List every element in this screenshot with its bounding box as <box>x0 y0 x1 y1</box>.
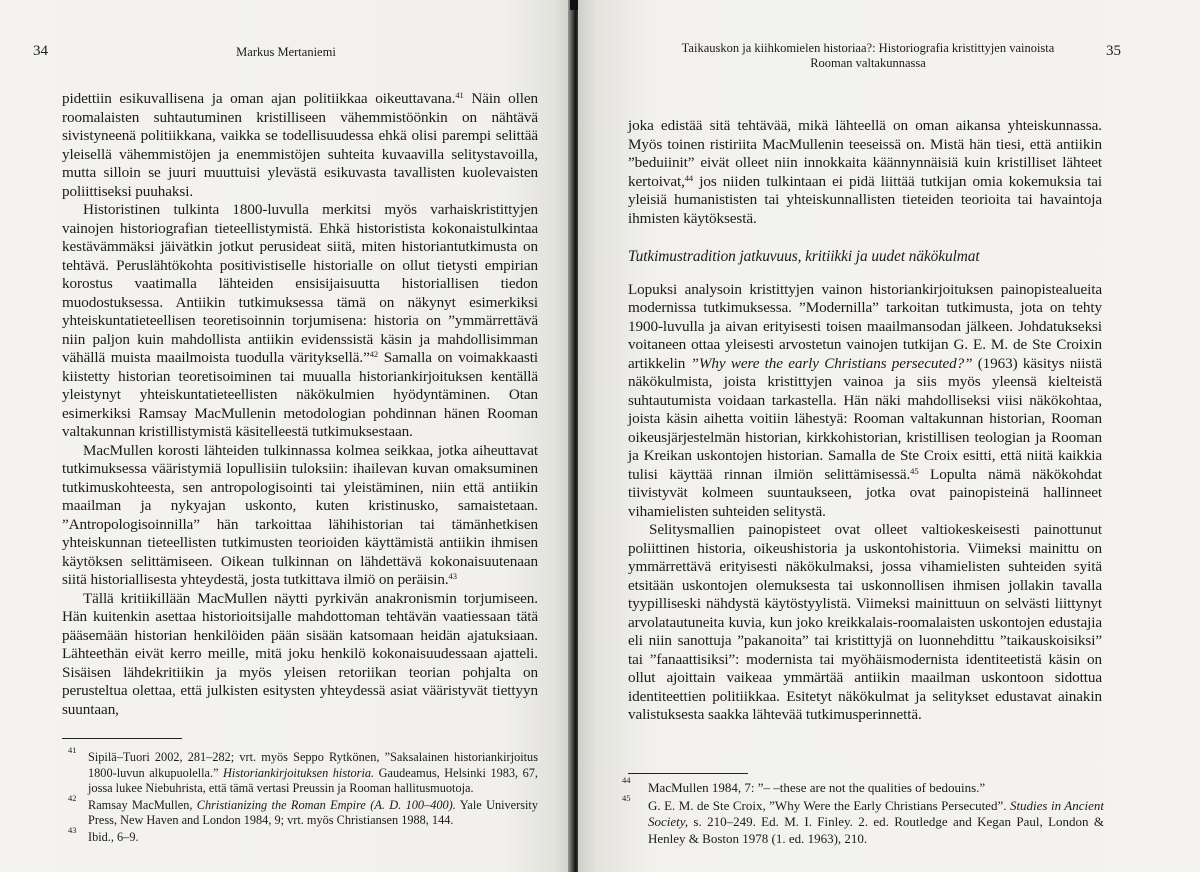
page-number-left: 34 <box>33 43 48 59</box>
right-body-text <box>628 117 1102 725</box>
paragraph: MacMullen korosti lähteiden tulkinnassa kolmea seikkaa, jotka aiheuttavat tutkimuksessa vääristymiä lopullisiin tuloksiin: ihailevan kuvan omaksuminen tutkimuskohteesta, sen antropologisointi tai yleistäminen, niin että antiikin maailman ja nykyajan uskonto, kuten kristinusko, samaistetaan. ”Antropologisoinnilla” hän tarkoittaa lähihistorian tai tämänhetkisen yhteiskunnan tieteellisten tutkimusten teorioiden käyttämistä antiikin ihmisen käytöksen selittämiseen. Oikean tulkinnan on lähdettävä kokonaisuutenaan siitä historiallisesta yhteydestä, josta tutkittava ilmiö on peräisin.$^{43}$ <box>62 441 538 588</box>
paragraph: Lopuksi analysoin kristittyjen vainon historiankirjoituksen painopistealueita modernissa tutkimuksessa. ”Modernilla” tarkoitan tutkimusta, jota on tehty 1900-luvulla ja aivan erityisesti toisen maailmansodan jälkeen. Johdatukseksi voitaneen ottaa yleisesti arvostetun vainojen tutkijan G. E. M. de Ste Croixin artikkelin ”Why were the early Christians persecuted?” (1963) käsitys niistä näkökulmista, joista kristittyjen vainoa ja siis myös yleensä kielteistä suhtautumista voidaan tarkastella. Hän näki mahdolliseksi viisi näkökohtaa, joista käsin aihetta voitiin lähestyä: Rooman valtakunnan historian, Rooman oikeusjärjestelmän historian, kirkkohistorian, kristillisen teologian ja Rooman ja Kreikan uskontojen historian. Samalla de Ste Croix esitti, että niitä kaikkia tulisi käyttää rinnan ilmiön selittämisessä.$^{45}$ Lopulta nämä näkökohdat tiivistyvät kolmeen suuntaukseen, jotka ovat painopisteinä hallinneet vihamielisten suhteiden selitystä. <box>628 280 1102 520</box>
running-head-left: Markus Mertaniemi <box>236 45 336 59</box>
right-page <box>578 0 1200 872</box>
paragraph: Selitysmallien painopisteet ovat olleet valtiokeskeisesti painottunut poliittinen historia, oikeushistoria ja uskontohistoria. Viimeksi mainittu on ymmärrettävä erityisesti näkökulmaksi, jossa vihamielisten suhteiden syitä etsitään uskontojen olemuksesta tai uskonnollisen ihmisen jollakin tavalla tyypilliseski nähdystä käytöstyylistä. Viimeksi mainittuun on selvästi liittynyt arvolatautuneita kuvia, kun joko kreikkalais-roomalaisten uskontojen edustajia eli niin sanottuja ”pakanoita” tai kristittyjä on luonnehdittu ”taikauskoisiksi” tai ”fanaattisiksi”: modernista tai myöhäismodernista identiteetistä käsin on ollut ajoittain vaikeaa ymmärtää antiikin maailman uskontoon sidottua identiteettien politiikkaa. Esitetyt näkökulmat ja selitykset edustavat ainakin valistuksesta saakka lähtevää tutkimusperinnettä. <box>628 521 1102 723</box>
section-heading: Tutkimustradition jatkuvuus, kritiikki ja uudet näkökulmat <box>628 248 980 265</box>
footnote: 45 G. E. M. de Ste Croix, ”Why Were the Early Christians Persecuted”. Studies in Ancient Society, s. 210–249. Ed. M. I. Finley. 2. ed. Routledge and Kegan Paul, London & Henley & Boston 1978 (1. ed. 1963), 210. <box>622 792 1104 846</box>
footnote: 41 Sipilä–Tuori 2002, 281–282; vrt. myös Seppo Rytkönen, ”Saksalainen historiankirjoitus 1800-luvun alkupuolella.” Historiankirjoituksen historia. Gaudeamus, Helsinki 1983, 67, jossa lukee Niebuhrista, että tämä vertasi Preussin ja Rooman hallitusmuotoja. <box>68 745 538 795</box>
footnote-rule <box>628 773 748 774</box>
footnote-ref: 41 <box>455 90 464 100</box>
footnote-ref: 42 <box>369 349 379 359</box>
footnote: 44 MacMullen 1984, 7: ”– –these are not the qualities of bedouins.” <box>622 775 986 795</box>
paragraph: pidettiin esikuvallisena ja oman ajan politiikkaa oikeuttavana.$^{41}$ Näin ollen roomalaisten suhtautuminen kristilliseen vähemmistöönkin on nähtävä sivistyneenä politiikkana, vaikka se todellisuudessa ehkä olisi parempi selittää yleisellä vähemmistöjen ja enemmistöjen suhteita kuvaavilla selitystavoilla, mutta silloin se juuri muuttuisi ylevästä esikuvasta tavallisten kuolevaisten poliittiseksi puuhaksi. <box>62 90 538 200</box>
footnote-ref: 43 <box>448 571 457 581</box>
left-footnotes <box>62 745 538 846</box>
running-head-right: Taikauskon ja kiihkomielen historiaa?: Historiografia kristittyjen vainoista Rooman valtakunnassa <box>681 41 1055 70</box>
right-footnotes <box>622 775 1104 848</box>
left-page <box>0 0 572 872</box>
footnote: 42 Ramsay MacMullen, Christianizing the Roman Empire (A. D. 100–400). Yale University Press, New Haven and London 1984, 9; vrt. myös Christiansen 1988, 144. <box>68 792 538 827</box>
footnote-rule <box>62 738 182 739</box>
page-number-right: 35 <box>1106 43 1121 59</box>
footnote-ref: 44 <box>684 172 694 183</box>
paragraph: Historistinen tulkinta 1800-luvulla merkitsi myös varhaiskristittyjen vainojen historiografian tieteellistymistä. Ehkä historistista kokonaistulkintaa kestävämmäksi jäivätkin jotkut perusideat siitä, miten historiantutkimusta on tehtävä. Peruslähtökohta positivistiselle historialle on ollut tietysti empirian korostus vaatimalla lähteiden ensisijaisuutta historiallisen tiedon muodostuksessa. Antiikin tutkimuksessa tämä on näkynyt esimerkiksi yhteiskuntatieteellisen teoretisoinnin torjumisena: historia on ”ymmärrettävä niin paljon kuin mahdollista antiikin evidenssistä käsin ja mahdollisimman vähällä muista maailmoista tuodulla värityksellä.”$^{42}$ Samalla on voimakkaasti kiistetty historian teoretisoiminen tai muualla historiankirjoituksen kentällä yleistynyt yhteiskuntatieteellisten näkökulmien hyödyntäminen. Otan esimerkiksi Ramsay MacMullenin metodologian pohdinnan hänen Rooman valtakunnan kristillistymistä käsitelleestä tutkimuksestaan. <box>62 201 538 440</box>
footnote-ref: 45 <box>910 465 919 476</box>
paragraph: joka edistää sitä tehtävää, mikä lähteellä on oman aikansa yhteiskunnassa. Myös toinen ristiriita MacMullenin teeseissä on. Mistä hän tiesi, että antiikin ”beduiinit” eivät olleet niin innokkaita käännynnäisiä kuin kristilliset lähteet kertoivat,$^{44}$ jos niiden tulkintaan ei pidä liittää tutkijan omia kokemuksia tai yleisiä humanististen tai yhteiskunnallisten tieteiden teorioita tai havaintoja ihmisten käytöksestä. <box>628 117 1102 227</box>
paragraph: Tällä kritiikillään MacMullen näytti pyrkivän anakronismin torjumiseen. Hän kuitenkin asettaa historioitsijalle mahdottoman tehtävän vaatiessaan tätä pääsemään historian henkilöiden pään sisään katsomaan heidän ajatuksiaan. Lähteethän eivät kerro meille, mitä joku henkilö kokonaisuudessaan ajatteli. Sisäisen lähdekritiikin ja myös yleisen retoriikan teorian pohjalta on perusteltua olettaa, että julkisten esitysten yhteydessä asiat vääristyvät tiettyyn suuntaan, <box>62 589 538 718</box>
left-body-text <box>62 90 538 719</box>
footnote: 43 Ibid., 6–9. <box>68 824 139 844</box>
